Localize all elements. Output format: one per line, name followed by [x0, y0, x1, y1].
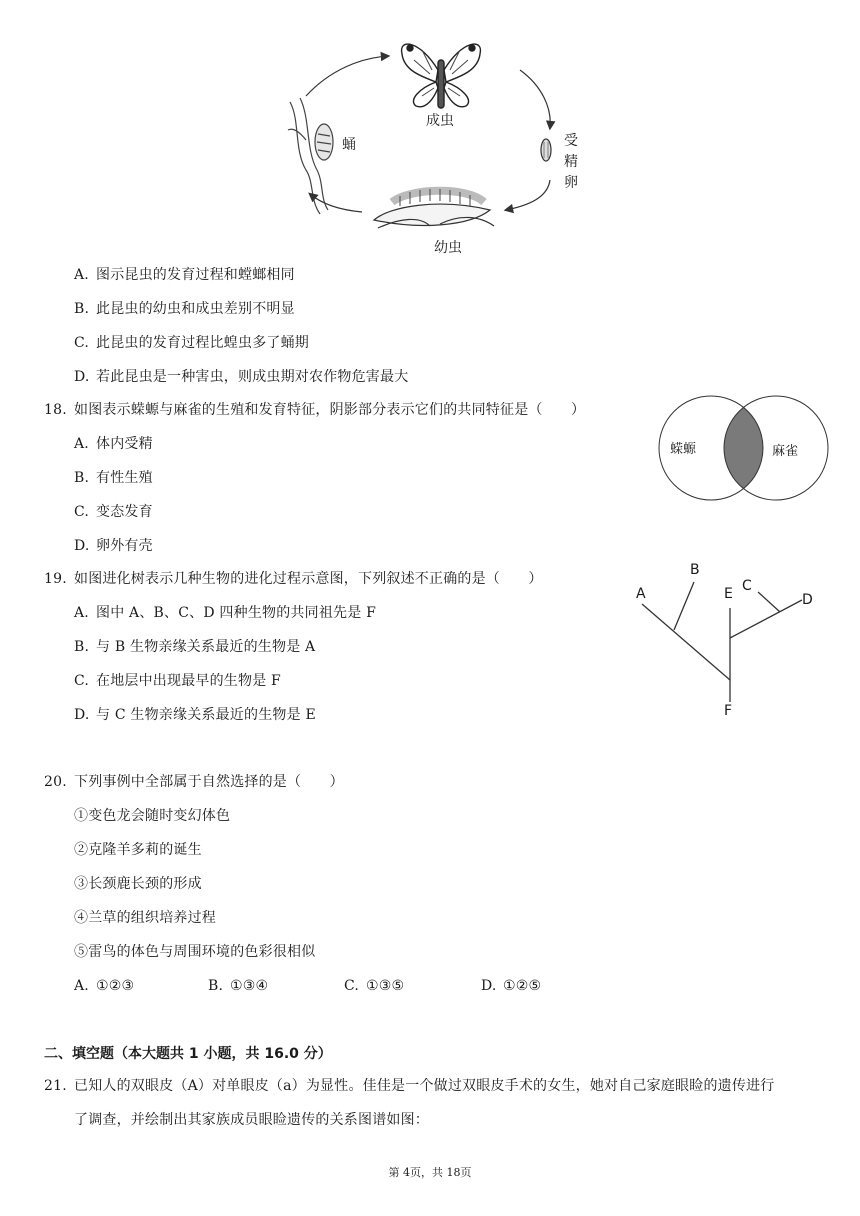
- evolution-tree: [630, 560, 830, 720]
- option-text: 体内受精: [96, 436, 153, 452]
- option-text: 有性生殖: [96, 470, 153, 486]
- option-text: 此昆虫的幼虫和成虫差别不明显: [96, 301, 295, 317]
- q17-option-c[interactable]: [74, 333, 309, 353]
- option-letter: B.: [208, 978, 224, 994]
- option-letter: D.: [74, 369, 90, 385]
- question-number: 19.: [44, 571, 67, 587]
- option-letter: A.: [74, 267, 89, 283]
- section-heading: 二、填空题（本大题共 1 小题，共 16.0 分）: [44, 1046, 332, 1062]
- evolution-tree-svg: [630, 560, 830, 720]
- label-egg-2: 精: [564, 154, 578, 170]
- option-text: 若此昆虫是一种害虫，则成虫期对农作物危害最大: [96, 369, 409, 385]
- q17-option-b[interactable]: [74, 299, 295, 319]
- butterfly-icon: [402, 44, 481, 108]
- branch-c: [758, 592, 780, 612]
- option-text: 在地层中出现最早的生物是 F: [96, 673, 281, 689]
- q19-option-a[interactable]: [74, 603, 376, 623]
- option-letter: B.: [74, 639, 90, 655]
- q18-option-b[interactable]: [74, 468, 153, 488]
- q20-item-5: ⑤雷鸟的体色与周围环境的色彩很相似: [74, 944, 316, 960]
- option-letter: C.: [74, 335, 90, 351]
- option-text: 图示昆虫的发育过程和螳螂相同: [96, 267, 295, 283]
- tree-label-b: B: [690, 562, 700, 578]
- label-adult: 成虫: [426, 113, 454, 129]
- q20-option-d[interactable]: [481, 976, 541, 996]
- venn-right-label: 麻雀: [772, 444, 799, 459]
- q19-option-d[interactable]: [74, 705, 316, 725]
- tree-label-c: C: [742, 578, 752, 594]
- lifecycle-diagram: [270, 30, 590, 260]
- question-number: 18.: [44, 402, 67, 418]
- arrow-pupa-to-adult: [306, 56, 388, 96]
- q20-item-1: ①变色龙会随时变幻体色: [74, 808, 231, 824]
- label-egg-1: 受: [564, 133, 578, 149]
- option-letter: B.: [74, 301, 90, 317]
- q18-option-a[interactable]: [74, 434, 153, 454]
- tree-label-d: D: [802, 592, 813, 608]
- label-pupa: 蛹: [342, 137, 356, 153]
- q19-option-b[interactable]: [74, 637, 315, 657]
- pupa-twig-icon: [288, 98, 333, 214]
- label-egg-3: 卵: [564, 175, 578, 191]
- page-footer: 第 4页，共 18页: [388, 1166, 472, 1179]
- option-text: ①②③: [96, 978, 135, 994]
- question-text: 如图表示蝾螈与麻雀的生殖和发育特征，阴影部分表示它们的共同特征是（ ）: [74, 402, 586, 418]
- branch-a: [642, 604, 730, 680]
- option-text: ①③⑤: [366, 978, 405, 994]
- q20-option-b[interactable]: [208, 976, 268, 996]
- q20-option-c[interactable]: [344, 976, 404, 996]
- question-number: 20.: [44, 774, 67, 790]
- option-letter: C.: [74, 673, 90, 689]
- q20-stem: [44, 772, 344, 792]
- option-letter: A.: [74, 605, 89, 621]
- question-text-line1: 已知人的双眼皮（A）对单眼皮（a）为显性。佳佳是一个做过双眼皮手术的女生，她对自己家庭眼睑的遗传进行: [74, 1078, 775, 1094]
- venn-diagram: [656, 394, 831, 504]
- question-text: 下列事例中全部属于自然选择的是（ ）: [74, 774, 344, 790]
- arrow-egg-to-larva: [506, 180, 550, 210]
- option-letter: D.: [481, 978, 497, 994]
- option-text: ①②⑤: [503, 978, 542, 994]
- q20-item-4: ④兰草的组织培养过程: [74, 910, 216, 926]
- egg-icon: [541, 139, 551, 161]
- q21-stem-line2: 了调查，并绘制出其家族成员眼睑遗传的关系图谱如图：: [74, 1112, 429, 1128]
- option-text: 图中 A、B、C、D 四种生物的共同祖先是 F: [96, 605, 376, 621]
- option-letter: B.: [74, 470, 90, 486]
- q17-option-a[interactable]: [74, 265, 295, 285]
- question-number: 21.: [44, 1078, 67, 1094]
- option-letter: A.: [74, 436, 89, 452]
- branch-b: [674, 582, 694, 630]
- q18-option-c[interactable]: [74, 502, 153, 522]
- option-text: 与 B 生物亲缘关系最近的生物是 A: [96, 639, 316, 655]
- q20-item-3: ③长颈鹿长颈的形成: [74, 876, 202, 892]
- option-letter: A.: [74, 978, 89, 994]
- larva-icon: [374, 189, 494, 228]
- label-larva: 幼虫: [434, 240, 462, 256]
- q18-option-d[interactable]: [74, 536, 153, 556]
- q18-stem: [44, 400, 585, 420]
- branch-d: [730, 600, 802, 638]
- tree-label-a: A: [636, 586, 646, 602]
- q20-option-a[interactable]: [74, 976, 134, 996]
- option-text: 变态发育: [96, 504, 153, 520]
- option-text: 此昆虫的发育过程比蝗虫多了蛹期: [96, 335, 309, 351]
- lifecycle-illustration: [270, 30, 590, 260]
- q20-item-2: ②克隆羊多莉的诞生: [74, 842, 202, 858]
- option-letter: C.: [74, 504, 90, 520]
- question-text: 如图进化树表示几种生物的进化过程示意图，下列叙述不正确的是（ ）: [74, 571, 543, 587]
- venn-left-label: 蝾螈: [670, 442, 697, 457]
- option-letter: C.: [344, 978, 360, 994]
- tree-label-f: F: [724, 703, 733, 719]
- option-text: ①③④: [230, 978, 269, 994]
- q19-stem: [44, 569, 543, 589]
- option-letter: D.: [74, 707, 90, 723]
- option-letter: D.: [74, 538, 90, 554]
- q21-stem: [44, 1076, 774, 1096]
- q17-option-d[interactable]: [74, 367, 408, 387]
- tree-label-e: E: [724, 586, 733, 602]
- arrow-adult-to-egg: [520, 70, 550, 128]
- q19-option-c[interactable]: [74, 671, 281, 691]
- option-text: 与 C 生物亲缘关系最近的生物是 E: [96, 707, 316, 723]
- option-text: 卵外有壳: [96, 538, 153, 554]
